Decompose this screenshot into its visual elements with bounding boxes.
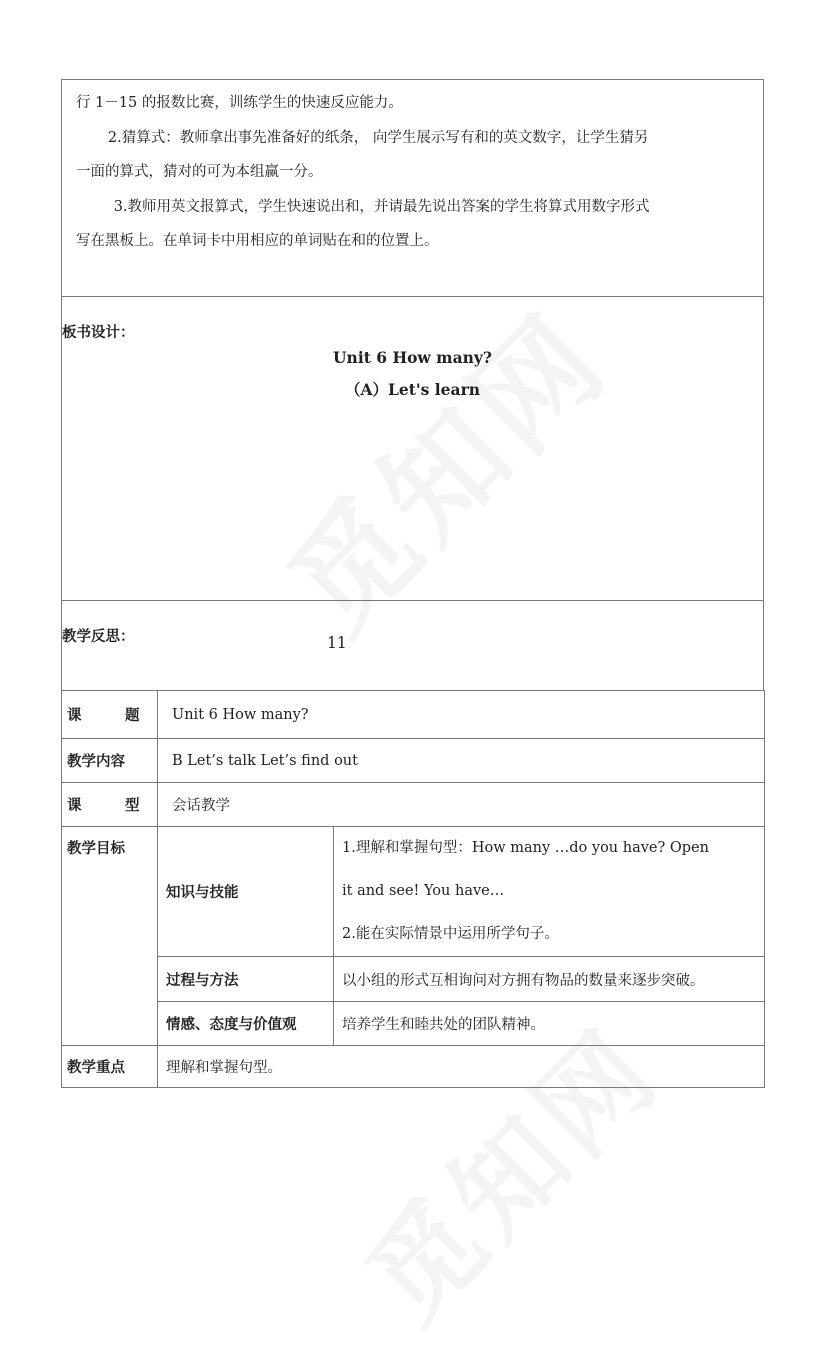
reflection-section bbox=[61, 600, 764, 690]
knowledge-line-1: 1.理解和掌握句型：How many …do you have? Open bbox=[342, 840, 709, 856]
key-point-label: 教学重点 bbox=[62, 1046, 158, 1088]
knowledge-label: 知识与技能 bbox=[158, 827, 334, 957]
activity-item-3: 3.教师用英文报算式，学生快速说出和，并请最先说出答案的学生将算式用数字形式 bbox=[113, 198, 650, 215]
activity-line: 行 1－15 的报数比赛，训练学生的快速反应能力。 bbox=[76, 95, 403, 111]
type-label: 课 型 bbox=[62, 783, 158, 827]
lesson-plan-document bbox=[61, 79, 764, 1088]
activity-item-2: 2.猜算式：教师拿出事先准备好的纸条， 向学生展示写有和的英文数字，让学生猜另 bbox=[107, 129, 649, 146]
board-title: Unit 6 How many? bbox=[333, 348, 492, 367]
board-design-label: 板书设计： bbox=[62, 325, 135, 341]
content-row bbox=[62, 739, 765, 783]
process-label: 过程与方法 bbox=[158, 957, 334, 1002]
content-value: B Let’s talk Let’s find out bbox=[158, 739, 765, 783]
objectives-label: 教学目标 bbox=[62, 827, 158, 1046]
reflection-label: 教学反思： bbox=[62, 629, 135, 645]
key-point-value: 理解和掌握句型。 bbox=[158, 1046, 765, 1088]
knowledge-line-2: it and see! You have… bbox=[342, 883, 505, 899]
key-point-row bbox=[62, 1046, 765, 1088]
type-value: 会话教学 bbox=[158, 783, 765, 827]
type-row bbox=[62, 783, 765, 827]
topic-label: 课 题 bbox=[62, 691, 158, 739]
objectives-emotion-row bbox=[62, 1002, 765, 1046]
board-subtitle: （A）Let's learn bbox=[344, 380, 481, 399]
knowledge-value bbox=[334, 827, 765, 957]
knowledge-line-3: 2.能在实际情景中运用所学句子。 bbox=[342, 926, 559, 942]
activity-item-2-cont: 一面的算式，猜对的可为本组赢一分。 bbox=[76, 164, 323, 180]
objectives-knowledge-row bbox=[62, 827, 765, 957]
emotion-value: 培养学生和睦共处的团队精神。 bbox=[334, 1002, 765, 1046]
topic-row bbox=[62, 691, 765, 739]
objectives-process-row bbox=[62, 957, 765, 1002]
board-number: 11 bbox=[327, 634, 347, 652]
activity-item-3-cont: 写在黑板上。在单词卡中用相应的单词贴在和的位置上。 bbox=[76, 233, 439, 249]
topic-value: Unit 6 How many? bbox=[158, 691, 765, 739]
process-value: 以小组的形式互相询问对方拥有物品的数量来逐步突破。 bbox=[334, 957, 765, 1002]
lesson-info-table bbox=[61, 690, 765, 1088]
emotion-label: 情感、态度与价值观 bbox=[158, 1002, 334, 1046]
content-label: 教学内容 bbox=[62, 739, 158, 783]
activity-section bbox=[61, 79, 764, 296]
